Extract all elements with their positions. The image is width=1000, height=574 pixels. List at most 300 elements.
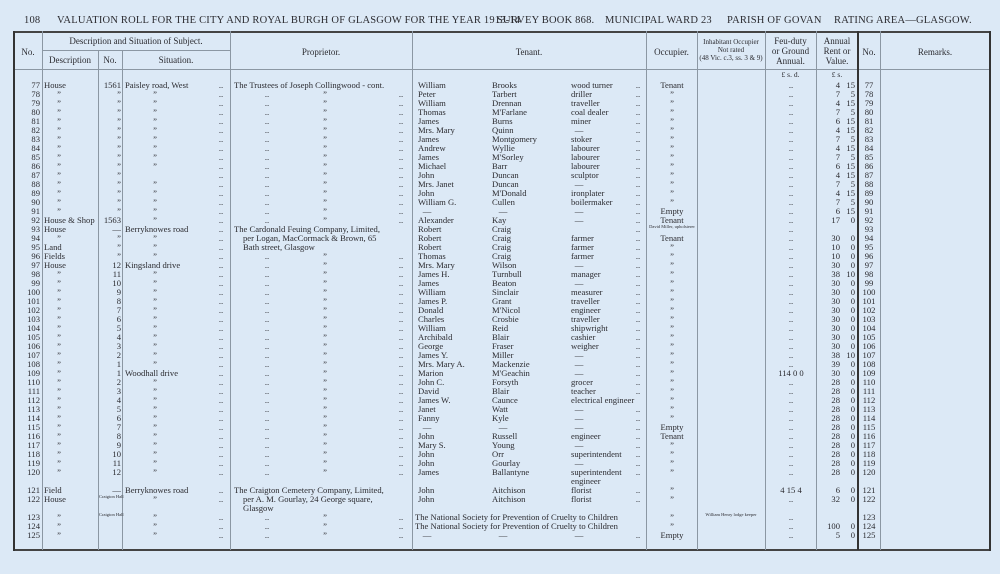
rent-pounds: 7 [835, 88, 840, 99]
rent-pounds: 28 [831, 412, 840, 423]
leader-dots: .. [635, 115, 641, 126]
survey-book: SURVEY BOOK 868. [497, 15, 595, 26]
occupier: ” [670, 115, 674, 126]
occupier: ” [670, 187, 674, 198]
proprietor-ditto-leader: .. [264, 430, 270, 441]
row-number-right: 111 [862, 385, 876, 396]
tenant-first-name: John [418, 457, 435, 468]
proprietor-ditto: ” [323, 286, 327, 297]
row-number: 120 [27, 466, 40, 477]
tenant-occupation: — [574, 457, 584, 468]
rent-pounds: 4 [835, 142, 840, 153]
tenant-occupation: — [574, 214, 584, 225]
tenant-occupation: labourer [571, 160, 600, 171]
leader-dots: .. [635, 340, 641, 351]
leader-dots: .. [635, 313, 641, 324]
tenant-first-name: John [418, 430, 435, 441]
rent-shillings: 10 [846, 349, 855, 360]
occupier: ” [670, 268, 674, 279]
tenant-first-name: Robert [418, 223, 442, 234]
leader-dots: .. [218, 205, 224, 216]
tenant-occupation: engineer [571, 304, 601, 315]
row-number-right: 107 [862, 349, 876, 360]
proprietor-ditto: ” [323, 394, 327, 405]
tenant-surname: Wyllie [492, 142, 515, 153]
tenant-surname: Aitchison [492, 493, 526, 504]
row-number: 80 [31, 106, 40, 117]
row-number-right: 102 [862, 304, 876, 315]
row-number-right: 110 [862, 376, 876, 387]
leader-dots: .. [635, 88, 641, 99]
feu-duty: 4 15 4 [780, 484, 802, 495]
house-number: ” [117, 97, 121, 108]
row-number-right: 104 [862, 322, 876, 333]
leader-dots: .. [635, 331, 641, 342]
tenant-surname: — [498, 529, 508, 540]
rent-pounds: 4 [835, 79, 840, 90]
feu-duty: .. [788, 511, 794, 522]
row-number: 100 [27, 286, 40, 297]
situation: ” [153, 151, 157, 162]
feu-duty: .. [788, 376, 794, 387]
occupier: ” [670, 322, 674, 333]
house-number: ” [117, 241, 121, 252]
description: ” [57, 376, 61, 387]
tenant-surname: Blair [492, 385, 510, 396]
row-number-right: 116 [862, 430, 876, 441]
occupier: ” [670, 412, 674, 423]
proprietor-ditto-leader: .. [398, 313, 404, 324]
tenant-occupation: superintendent [571, 466, 622, 477]
proprietor-ditto: ” [323, 277, 327, 288]
situation: ” [153, 358, 157, 369]
situation: ” [153, 187, 157, 198]
occupier: ” [670, 394, 674, 405]
occupier: Tenant [660, 430, 684, 441]
proprietor-ditto-leader: .. [398, 322, 404, 333]
rent-shillings: 0 [850, 493, 855, 504]
proprietor-ditto: ” [323, 214, 327, 225]
col-inhabitant-3: (48 Vic. c.3, ss. 3 & 9) [699, 54, 763, 62]
feu-duty: .. [788, 385, 794, 396]
proprietor-ditto: ” [323, 106, 327, 117]
situation: ” [153, 466, 157, 477]
rent-shillings: 15 [846, 97, 855, 108]
feu-duty: .. [788, 520, 794, 531]
house-number: 10 [112, 448, 121, 459]
proprietor-ditto: ” [323, 376, 327, 387]
tenant-first-name: Charles [418, 313, 445, 324]
house-number: ” [117, 232, 121, 243]
house-number: 6 [116, 313, 121, 324]
leader-dots: .. [635, 205, 641, 216]
proprietor-ditto-leader: .. [398, 331, 404, 342]
leader-dots: .. [635, 223, 641, 234]
tenant-first-name: James [418, 277, 440, 288]
proprietor-ditto-leader: .. [398, 448, 404, 459]
tenant-surname: Caunce [492, 394, 518, 405]
leader-dots: .. [635, 196, 641, 207]
occupier: ” [670, 286, 674, 297]
header-bottom-line [14, 69, 990, 70]
description: ” [57, 106, 61, 117]
rent-pounds: 100 [827, 520, 840, 531]
row-number: 97 [31, 259, 40, 270]
proprietor-ditto: ” [323, 160, 327, 171]
occupier: ” [670, 466, 674, 477]
rent-pounds: 6 [835, 160, 840, 171]
tenant-surname: M'Sorley [492, 151, 524, 162]
row-number: 102 [27, 304, 40, 315]
leader-dots: .. [218, 331, 224, 342]
house-number: ” [117, 133, 121, 144]
proprietor-ditto-leader: .. [398, 88, 404, 99]
proprietor: per A. M. Gourlay, 24 George square, [243, 493, 373, 504]
description: ” [57, 286, 61, 297]
description: ” [57, 133, 61, 144]
description: ” [57, 448, 61, 459]
leader-dots: .. [635, 133, 641, 144]
situation: ” [153, 106, 157, 117]
house-number: 1 [116, 358, 121, 369]
description: House & Shop [44, 214, 95, 225]
col-remarks: Remarks. [917, 47, 953, 57]
proprietor-ditto-leader: .. [398, 511, 404, 522]
row-number: 92 [31, 214, 40, 225]
situation: ” [153, 304, 157, 315]
tenant-occupation: cashier [571, 331, 596, 342]
situation: ” [153, 241, 157, 252]
proprietor-ditto-leader: .. [398, 304, 404, 315]
rent-shillings: 0 [850, 367, 855, 378]
roll-title: VALUATION ROLL FOR THE CITY AND ROYAL BURGH OF GLASGOW FOR THE YEAR 1913-14 [57, 15, 521, 26]
proprietor-ditto-leader: .. [398, 358, 404, 369]
feu-duty: .. [788, 322, 794, 333]
situation: ” [153, 124, 157, 135]
tenant-first-name: Mary S. [418, 439, 446, 450]
proprietor-ditto: ” [323, 169, 327, 180]
rent-shillings: 0 [850, 430, 855, 441]
col-inhabitant-2: Not rated [717, 46, 745, 54]
description: ” [57, 439, 61, 450]
tenant-first-name: — [422, 421, 432, 432]
leader-dots: .. [218, 223, 224, 234]
tenant-first-name: Mrs. Janet [418, 178, 454, 189]
proprietor-ditto: ” [323, 520, 327, 531]
description: House [44, 79, 66, 90]
feu-duty: .. [788, 430, 794, 441]
situation: ” [153, 142, 157, 153]
proprietor: Bath street, Glasgow [243, 241, 315, 252]
situation: ” [153, 421, 157, 432]
feu-duty: .. [788, 421, 794, 432]
page-number: 108 [24, 15, 41, 26]
proprietor-ditto-leader: .. [398, 295, 404, 306]
proprietor-ditto-leader: .. [264, 385, 270, 396]
occupier: ” [670, 277, 674, 288]
leader-dots: .. [635, 232, 641, 243]
rent-pounds: 4 [835, 169, 840, 180]
leader-dots: .. [218, 115, 224, 126]
feu-duty: .. [788, 205, 794, 216]
description: ” [57, 331, 61, 342]
table-row [0, 531, 1000, 540]
proprietor-ditto-leader: .. [264, 322, 270, 333]
description: ” [57, 178, 61, 189]
situation: ” [153, 295, 157, 306]
row-number-right: 95 [864, 241, 874, 252]
row-number-right: 124 [862, 520, 876, 531]
rent-pounds: 28 [831, 421, 840, 432]
rating-area: RATING AREA—GLASGOW. [834, 15, 972, 26]
rent-pounds: 38 [831, 268, 840, 279]
proprietor-ditto-leader: .. [398, 142, 404, 153]
tenant-surname: Forsyth [492, 376, 519, 387]
col-desc-group: Description and Situation of Subject. [69, 36, 203, 46]
situation: ” [153, 376, 157, 387]
situation: Berryknowes road [125, 223, 189, 234]
leader-dots: .. [218, 430, 224, 441]
proprietor-ditto-leader: .. [264, 529, 270, 540]
rent-shillings: 15 [846, 79, 855, 90]
proprietor-ditto-leader: .. [264, 466, 270, 477]
house-number: ” [117, 124, 121, 135]
rent-shillings: 0 [850, 232, 855, 243]
situation: ” [153, 520, 157, 531]
house-number: ” [117, 88, 121, 99]
description: ” [57, 295, 61, 306]
proprietor-ditto-leader: .. [264, 133, 270, 144]
row-number-right: 80 [864, 106, 874, 117]
rent-pounds: 7 [835, 196, 840, 207]
row-number-right: 78 [864, 88, 874, 99]
rent-shillings: 0 [850, 331, 855, 342]
situation: ” [153, 133, 157, 144]
leader-dots: .. [218, 286, 224, 297]
rent-pounds: 17 [831, 214, 840, 225]
leader-dots: .. [635, 169, 641, 180]
leader-dots: .. [218, 493, 224, 504]
feu-duty: .. [788, 196, 794, 207]
row-number: 116 [27, 430, 40, 441]
tenant-first-name: William [418, 322, 446, 333]
row-number: 119 [27, 457, 40, 468]
occupier: ” [670, 403, 674, 414]
proprietor-ditto-leader: .. [264, 88, 270, 99]
tenant-surname: Duncan [492, 178, 519, 189]
occupier: ” [670, 241, 674, 252]
description: ” [57, 232, 61, 243]
rent-pounds: 30 [831, 304, 840, 315]
tenant-occupation: stoker [571, 133, 593, 144]
tenant-name: The National Society for Prevention of Cruelty to Children [415, 520, 618, 531]
rent-shillings: 5 [850, 133, 855, 144]
feu-duty: .. [788, 286, 794, 297]
house-number-note: Craigton Hall [99, 493, 124, 499]
leader-dots: .. [218, 484, 224, 495]
leader-dots: .. [218, 466, 224, 477]
row-number: 90 [31, 196, 40, 207]
tenant-first-name: Robert [418, 232, 442, 243]
proprietor-ditto-leader: .. [264, 115, 270, 126]
situation: ” [153, 205, 157, 216]
tenant-first-name: James [418, 151, 440, 162]
inhabitant-occupier: William Henry lodge keeper [705, 511, 757, 517]
proprietor-ditto-leader: .. [264, 313, 270, 324]
row-number: 107 [27, 349, 40, 360]
parish: PARISH OF GOVAN [727, 15, 822, 26]
rent-pounds: 30 [831, 295, 840, 306]
tenant-occupation: florist [571, 484, 592, 495]
leader-dots: .. [218, 124, 224, 135]
tenant-first-name: David [418, 385, 440, 396]
row-number-right: 100 [862, 286, 876, 297]
proprietor-ditto-leader: .. [264, 376, 270, 387]
house-number: 5 [116, 322, 121, 333]
tenant-occupation: traveller [571, 295, 600, 306]
tenant-first-name: Mrs. Mary A. [418, 358, 465, 369]
occupier: Empty [660, 421, 684, 432]
tenant-surname: Kyle [492, 412, 509, 423]
situation: Woodhall drive [125, 367, 179, 378]
col-situation: Situation. [158, 55, 194, 65]
occupier: ” [670, 457, 674, 468]
tenant-first-name: Peter [418, 88, 436, 99]
house-number: — [112, 223, 121, 234]
proprietor-ditto-leader: .. [398, 385, 404, 396]
leader-dots: .. [218, 304, 224, 315]
tenant-first-name: James H. [418, 268, 450, 279]
tenant-name: The National Society for Prevention of Cruelty to Children [415, 511, 618, 522]
tenant-occupation: ironplater [571, 187, 605, 198]
situation: ” [153, 448, 157, 459]
feu-duty: .. [788, 448, 794, 459]
leader-dots: .. [635, 322, 641, 333]
leader-dots: .. [218, 79, 224, 90]
proprietor-ditto-leader: .. [264, 196, 270, 207]
leader-dots: .. [218, 376, 224, 387]
leader-dots: .. [218, 88, 224, 99]
rent-pounds: 28 [831, 439, 840, 450]
proprietor-ditto-leader: .. [398, 349, 404, 360]
leader-dots: .. [218, 106, 224, 117]
proprietor-ditto-leader: .. [398, 178, 404, 189]
tenant-occupation: — [574, 412, 584, 423]
row-number-right: 112 [862, 394, 876, 405]
proprietor-ditto-leader: .. [398, 97, 404, 108]
tenant-surname: Reid [492, 322, 509, 333]
occupier: ” [670, 376, 674, 387]
feu-duty: .. [788, 439, 794, 450]
description: ” [57, 358, 61, 369]
occupier: ” [670, 250, 674, 261]
tenant-occupation: — [574, 403, 584, 414]
occupier: ” [670, 313, 674, 324]
leader-dots: .. [218, 349, 224, 360]
row-number: 82 [31, 124, 40, 135]
house-number: 2 [116, 376, 121, 387]
row-number: 78 [31, 88, 40, 99]
house-number: ” [117, 205, 121, 216]
tenant-surname: M'Donald [492, 187, 527, 198]
leader-dots: .. [635, 142, 641, 153]
house-number: 4 [116, 331, 121, 342]
rent-shillings: 0 [850, 259, 855, 270]
tenant-occupation: — [574, 529, 584, 540]
tenant-surname: Quinn [492, 124, 514, 135]
occupier: Empty [660, 529, 684, 540]
proprietor-ditto-leader: .. [264, 169, 270, 180]
proprietor-ditto-leader: .. [398, 196, 404, 207]
feu-duty: .. [788, 340, 794, 351]
occupier: Tenant [660, 214, 684, 225]
proprietor-ditto-leader: .. [264, 97, 270, 108]
proprietor-ditto-leader: .. [398, 394, 404, 405]
rent-pounds: 30 [831, 367, 840, 378]
leader-dots: .. [635, 151, 641, 162]
col-inhabitant-1: Inhabitant Occupier [703, 38, 759, 46]
tenant-first-name: John [418, 187, 435, 198]
feu-duty: .. [788, 331, 794, 342]
tenant-first-name: Mrs. Mary [418, 124, 455, 135]
tenant-surname: Watt [492, 403, 509, 414]
occupier: ” [670, 295, 674, 306]
proprietor-ditto-leader: .. [398, 187, 404, 198]
row-number: 99 [31, 277, 40, 288]
tenant-surname: Russell [492, 430, 518, 441]
proprietor-ditto: ” [323, 529, 327, 540]
feu-duty: .. [788, 223, 794, 234]
row-number: 104 [27, 322, 40, 333]
row-number: 98 [31, 268, 40, 279]
col-feu-1: Feu-duty [774, 36, 807, 46]
leader-dots: .. [218, 268, 224, 279]
situation: ” [153, 439, 157, 450]
proprietor-ditto: ” [323, 331, 327, 342]
description: ” [57, 124, 61, 135]
description: ” [57, 196, 61, 207]
proprietor-ditto: ” [323, 313, 327, 324]
house-number: 9 [116, 286, 121, 297]
rent-pounds: 10 [831, 250, 840, 261]
proprietor-ditto-leader: .. [264, 520, 270, 531]
leader-dots: .. [218, 313, 224, 324]
tenant-surname: Grant [492, 295, 512, 306]
rent-shillings: 0 [850, 520, 855, 531]
row-number-right: 93 [864, 223, 874, 234]
occupier: ” [670, 304, 674, 315]
situation: ” [153, 529, 157, 540]
house-number: 7 [116, 304, 121, 315]
tenant-first-name: John [418, 169, 435, 180]
leader-dots: .. [218, 340, 224, 351]
rent-pounds: 6 [835, 484, 840, 495]
leader-dots: .. [218, 241, 224, 252]
situation: ” [153, 511, 157, 522]
leader-dots: .. [218, 133, 224, 144]
row-number: 123 [27, 511, 40, 522]
tenant-surname: Turnbull [492, 268, 522, 279]
leader-dots: .. [635, 493, 641, 504]
proprietor-ditto: ” [323, 322, 327, 333]
feu-duty: .. [788, 394, 794, 405]
leader-dots: .. [218, 196, 224, 207]
tenant-occupation: teacher [571, 385, 596, 396]
tenant-first-name: John C. [418, 376, 445, 387]
leader-dots: .. [635, 79, 641, 90]
col-occupier: Occupier. [654, 47, 689, 57]
rent-pounds: 10 [831, 241, 840, 252]
